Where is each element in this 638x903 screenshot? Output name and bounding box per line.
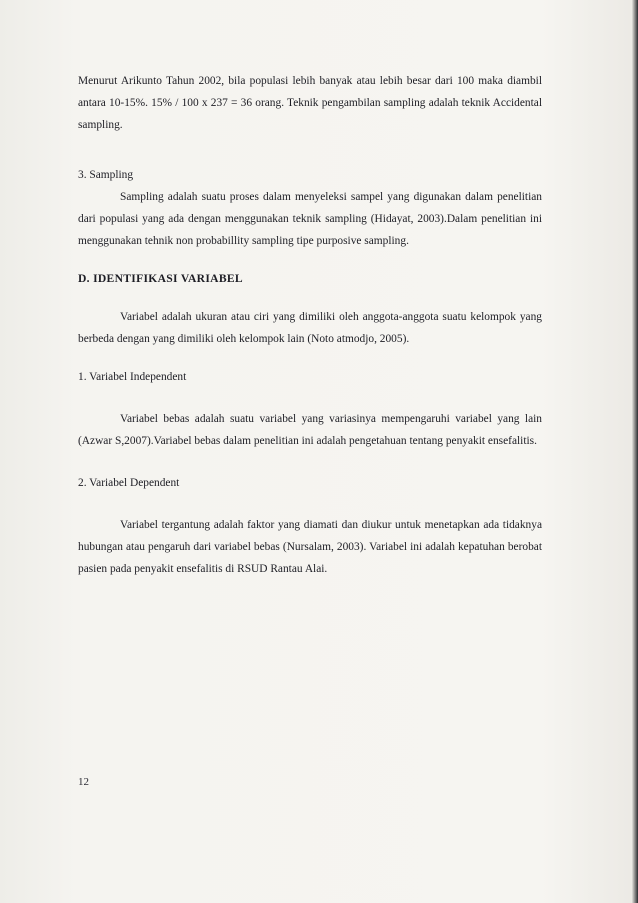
page-edge-shadow xyxy=(632,0,638,903)
dependent-variable-heading: 2. Variabel Dependent xyxy=(78,477,180,489)
independent-variable-paragraph: Variabel bebas adalah suatu variabel yang variasinya mempengaruhi variabel yang lain (Azwar S,2007).Variabel bebas dalam penelitian ini adalah pengetahuan tentang penyakit ensefalitis. xyxy=(78,413,542,447)
independent-variable-heading: 1. Variabel Independent xyxy=(78,371,187,383)
page-number: 12 xyxy=(78,776,89,788)
intro-paragraph: Menurut Arikunto Tahun 2002, bila populasi lebih banyak atau lebih besar dari 100 maka diambil antara 10-15%. 15% / 100 x 237 = 36 orang. Teknik pengambilan sampling adalah teknik Accidental sampling. xyxy=(78,75,542,131)
dependent-variable-paragraph: Variabel tergantung adalah faktor yang diamati dan diukur untuk menetapkan ada tidaknya hubungan atau pengaruh dari variabel bebas (Nursalam, 2003). Variabel ini adalah kepatuhan berobat pasien pada penyakit ensefalitis di RSUD Rantau Alai. xyxy=(78,519,542,575)
sampling-paragraph: Sampling adalah suatu proses dalam menyeleksi sampel yang digunakan dalam penelitian dari populasi yang ada dengan menggunakan teknik sampling (Hidayat, 2003).Dalam penelitian ini menggunakan tehnik non probabillity sampling tipe purposive sampling. xyxy=(78,191,542,247)
section-d-paragraph: Variabel adalah ukuran atau ciri yang dimiliki oleh anggota-anggota suatu kelompok yang berbeda dengan yang dimiliki oleh kelompok lain (Noto atmodjo, 2005). xyxy=(78,311,542,345)
document-body xyxy=(78,70,542,580)
section-d-heading: D. IDENTIFIKASI VARIABEL xyxy=(78,272,243,285)
sampling-heading: 3. Sampling xyxy=(78,169,134,181)
